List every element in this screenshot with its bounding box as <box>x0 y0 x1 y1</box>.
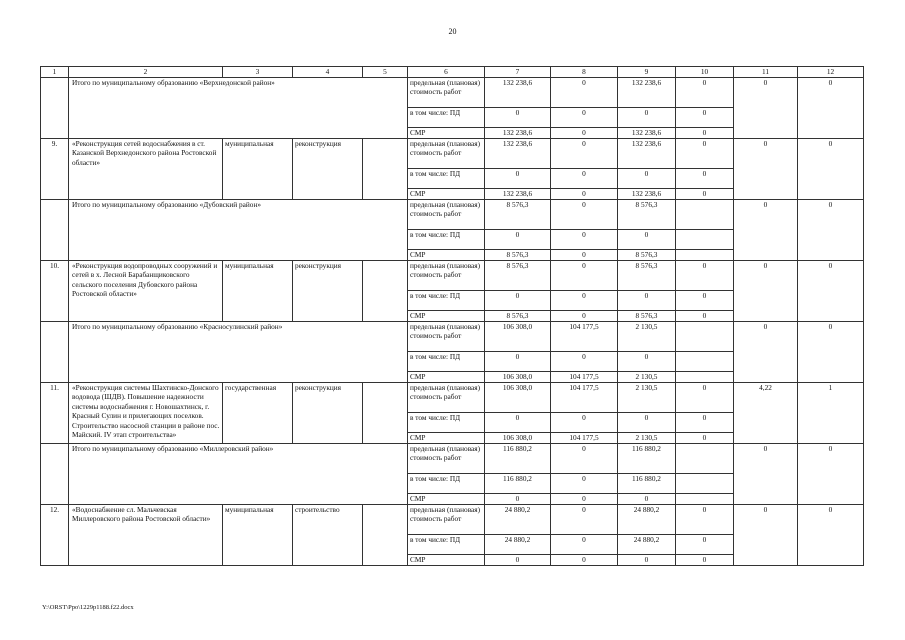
value-cell: 132 238,6 <box>618 138 676 168</box>
column-number: 4 <box>293 67 363 78</box>
value-cell: 0 <box>485 554 551 565</box>
value-cell <box>676 351 734 371</box>
value-cell: 2 130,5 <box>618 382 676 412</box>
column-5-cell <box>363 382 408 443</box>
value-cell: 0 <box>551 310 618 321</box>
value-cell: 0 <box>485 168 551 188</box>
value-cell: 0 <box>798 77 864 138</box>
cost-type-label: в том числе: ПД <box>408 290 485 310</box>
column-number: 6 <box>408 67 485 78</box>
value-cell: 132 238,6 <box>618 77 676 107</box>
value-cell: 0 <box>618 290 676 310</box>
cost-type-label: предельная (плановая) стоимость работ <box>408 321 485 351</box>
value-cell: 116 880,2 <box>485 443 551 473</box>
object-row <box>41 260 864 290</box>
value-cell: 0 <box>676 107 734 127</box>
total-number-cell <box>41 443 69 504</box>
value-cell: 132 238,6 <box>618 127 676 138</box>
value-cell: 116 880,2 <box>618 473 676 493</box>
row-number: 12. <box>41 504 69 565</box>
cost-type-label: СМР <box>408 127 485 138</box>
value-cell: 0 <box>551 351 618 371</box>
value-cell: 0 <box>485 351 551 371</box>
value-cell: 2 130,5 <box>618 321 676 351</box>
value-cell: 0 <box>485 493 551 504</box>
work-type: строительство <box>293 504 363 565</box>
value-cell: 0 <box>551 412 618 432</box>
cost-type-label: СМР <box>408 188 485 199</box>
value-cell <box>676 473 734 493</box>
total-row <box>41 199 864 229</box>
column-number-row <box>41 67 864 78</box>
page-number: 20 <box>448 27 457 36</box>
value-cell: 132 238,6 <box>485 77 551 107</box>
column-number: 8 <box>551 67 618 78</box>
cost-type-label: в том числе: ПД <box>408 473 485 493</box>
value-cell: 0 <box>485 229 551 249</box>
value-cell <box>676 199 734 229</box>
object-name: «Реконструкция системы Шахтинско-Донского водовода (ШДВ). Повышение надежности системы водоснабжения г. Новошахтинск, г. Красный Сулин и прилегающих поселков. Строительство насосной станции в районе пос. Майский. IV этап строительства» <box>69 382 223 443</box>
cost-type-label: СМР <box>408 493 485 504</box>
cost-type-label: предельная (плановая) стоимость работ <box>408 138 485 168</box>
cost-type-label: СМР <box>408 432 485 443</box>
value-cell: 116 880,2 <box>485 473 551 493</box>
value-cell: 8 576,3 <box>485 310 551 321</box>
value-cell: 0 <box>551 168 618 188</box>
value-cell: 0 <box>676 138 734 168</box>
ownership-type: муниципальная <box>223 504 293 565</box>
cost-type-label: в том числе: ПД <box>408 534 485 554</box>
column-number: 11 <box>734 67 798 78</box>
value-cell: 0 <box>798 260 864 321</box>
total-row <box>41 77 864 107</box>
column-5-cell <box>363 504 408 565</box>
column-5-cell <box>363 138 408 199</box>
work-type: реконструкция <box>293 382 363 443</box>
value-cell: 0 <box>734 260 798 321</box>
cost-type-label: СМР <box>408 371 485 382</box>
value-cell: 0 <box>676 432 734 443</box>
value-cell <box>676 493 734 504</box>
value-cell <box>676 371 734 382</box>
value-cell: 0 <box>618 554 676 565</box>
value-cell: 0 <box>551 138 618 168</box>
cost-type-label: предельная (плановая) стоимость работ <box>408 77 485 107</box>
column-number: 2 <box>69 67 223 78</box>
total-label: Итого по муниципальному образованию «Верхнедонской район» <box>69 77 408 138</box>
cost-type-label: в том числе: ПД <box>408 168 485 188</box>
value-cell <box>676 321 734 351</box>
object-name: «Реконструкция сетей водоснабжения в ст. Казанской Верхнедонского района Ростовской области» <box>69 138 223 199</box>
value-cell: 0 <box>485 107 551 127</box>
value-cell: 132 238,6 <box>485 127 551 138</box>
value-cell: 0 <box>485 290 551 310</box>
value-cell: 0 <box>551 229 618 249</box>
object-row <box>41 138 864 168</box>
value-cell: 0 <box>798 199 864 260</box>
column-number: 12 <box>798 67 864 78</box>
footer-file-path: Y:\ORST\Ppo\1229p1188.f22.docx <box>42 604 134 611</box>
value-cell: 0 <box>551 127 618 138</box>
value-cell: 2 130,5 <box>618 371 676 382</box>
row-number: 10. <box>41 260 69 321</box>
total-label: Итого по муниципальному образованию «Красносулинский район» <box>69 321 408 382</box>
column-number: 7 <box>485 67 551 78</box>
value-cell: 104 177,5 <box>551 321 618 351</box>
value-cell: 0 <box>676 77 734 107</box>
value-cell <box>676 443 734 473</box>
cost-type-label: СМР <box>408 310 485 321</box>
value-cell: 0 <box>551 77 618 107</box>
value-cell: 0 <box>618 229 676 249</box>
ownership-type: муниципальная <box>223 260 293 321</box>
value-cell: 4,22 <box>734 382 798 443</box>
value-cell: 0 <box>734 504 798 565</box>
value-cell: 24 880,2 <box>485 534 551 554</box>
row-number: 11. <box>41 382 69 443</box>
row-number: 9. <box>41 138 69 199</box>
cost-type-label: предельная (плановая) стоимость работ <box>408 199 485 229</box>
total-number-cell <box>41 199 69 260</box>
value-cell: 0 <box>551 493 618 504</box>
value-cell: 0 <box>676 382 734 412</box>
column-number: 1 <box>41 67 69 78</box>
value-cell: 0 <box>676 168 734 188</box>
value-cell: 8 576,3 <box>618 260 676 290</box>
value-cell: 0 <box>551 260 618 290</box>
value-cell: 0 <box>734 443 798 504</box>
value-cell: 106 308,0 <box>485 432 551 443</box>
value-cell: 0 <box>798 443 864 504</box>
value-cell: 2 130,5 <box>618 432 676 443</box>
value-cell: 132 238,6 <box>485 138 551 168</box>
value-cell: 116 880,2 <box>618 443 676 473</box>
cost-type-label: предельная (плановая) стоимость работ <box>408 443 485 473</box>
value-cell: 0 <box>551 249 618 260</box>
total-row <box>41 321 864 351</box>
value-cell: 104 177,5 <box>551 432 618 443</box>
column-number: 5 <box>363 67 408 78</box>
value-cell: 0 <box>676 554 734 565</box>
work-type: реконструкция <box>293 260 363 321</box>
value-cell: 0 <box>551 188 618 199</box>
total-row <box>41 443 864 473</box>
cost-type-label: СМР <box>408 554 485 565</box>
value-cell: 0 <box>676 310 734 321</box>
value-cell: 0 <box>676 188 734 199</box>
value-cell: 0 <box>676 504 734 534</box>
cost-type-label: СМР <box>408 249 485 260</box>
total-label: Итого по муниципальному образованию «Дубовский район» <box>69 199 408 260</box>
ownership-type: государственная <box>223 382 293 443</box>
value-cell: 8 576,3 <box>618 249 676 260</box>
total-number-cell <box>41 77 69 138</box>
column-number: 9 <box>618 67 676 78</box>
value-cell: 8 576,3 <box>485 199 551 229</box>
value-cell: 0 <box>676 127 734 138</box>
column-5-cell <box>363 260 408 321</box>
value-cell: 104 177,5 <box>551 371 618 382</box>
value-cell: 0 <box>551 554 618 565</box>
ownership-type: муниципальная <box>223 138 293 199</box>
value-cell: 0 <box>618 412 676 432</box>
value-cell: 0 <box>734 321 798 382</box>
value-cell: 24 880,2 <box>618 504 676 534</box>
value-cell: 0 <box>798 504 864 565</box>
object-name: «Водоснабжение сл. Мальчевская Миллеровского района Ростовской области» <box>69 504 223 565</box>
value-cell: 106 308,0 <box>485 321 551 351</box>
value-cell: 0 <box>798 138 864 199</box>
value-cell: 0 <box>734 138 798 199</box>
value-cell: 132 238,6 <box>485 188 551 199</box>
value-cell: 0 <box>676 534 734 554</box>
value-cell: 0 <box>676 260 734 290</box>
cost-type-label: предельная (плановая) стоимость работ <box>408 260 485 290</box>
value-cell: 1 <box>798 382 864 443</box>
object-name: «Реконструкция водопроводных сооружений и сетей в х. Лесной Барабанщиковского сельского поселения Дубовского района Ростовской области» <box>69 260 223 321</box>
work-type: реконструкция <box>293 138 363 199</box>
value-cell: 132 238,6 <box>618 188 676 199</box>
value-cell: 24 880,2 <box>618 534 676 554</box>
value-cell: 0 <box>551 107 618 127</box>
value-cell: 0 <box>551 534 618 554</box>
value-cell: 24 880,2 <box>485 504 551 534</box>
object-row <box>41 504 864 534</box>
investment-table <box>40 66 864 566</box>
value-cell: 0 <box>618 493 676 504</box>
cost-type-label: в том числе: ПД <box>408 351 485 371</box>
value-cell: 8 576,3 <box>618 199 676 229</box>
value-cell: 0 <box>551 473 618 493</box>
value-cell: 8 576,3 <box>485 260 551 290</box>
value-cell: 0 <box>551 504 618 534</box>
total-label: Итого по муниципальному образованию «Миллеровский район» <box>69 443 408 504</box>
value-cell: 0 <box>551 443 618 473</box>
value-cell <box>676 229 734 249</box>
cost-type-label: в том числе: ПД <box>408 229 485 249</box>
value-cell: 0 <box>551 290 618 310</box>
value-cell: 106 308,0 <box>485 382 551 412</box>
cost-type-label: в том числе: ПД <box>408 412 485 432</box>
column-number: 3 <box>223 67 293 78</box>
value-cell: 0 <box>676 412 734 432</box>
value-cell: 0 <box>734 77 798 138</box>
value-cell: 0 <box>485 412 551 432</box>
cost-type-label: предельная (плановая) стоимость работ <box>408 382 485 412</box>
value-cell <box>676 249 734 260</box>
column-number: 10 <box>676 67 734 78</box>
value-cell: 0 <box>618 107 676 127</box>
value-cell: 0 <box>676 290 734 310</box>
value-cell: 0 <box>618 351 676 371</box>
object-row <box>41 382 864 412</box>
value-cell: 0 <box>551 199 618 229</box>
value-cell: 8 576,3 <box>618 310 676 321</box>
value-cell: 0 <box>734 199 798 260</box>
value-cell: 106 308,0 <box>485 371 551 382</box>
cost-type-label: предельная (плановая) стоимость работ <box>408 504 485 534</box>
cost-type-label: в том числе: ПД <box>408 107 485 127</box>
total-number-cell <box>41 321 69 382</box>
value-cell: 104 177,5 <box>551 382 618 412</box>
value-cell: 8 576,3 <box>485 249 551 260</box>
value-cell: 0 <box>798 321 864 382</box>
value-cell: 0 <box>618 168 676 188</box>
